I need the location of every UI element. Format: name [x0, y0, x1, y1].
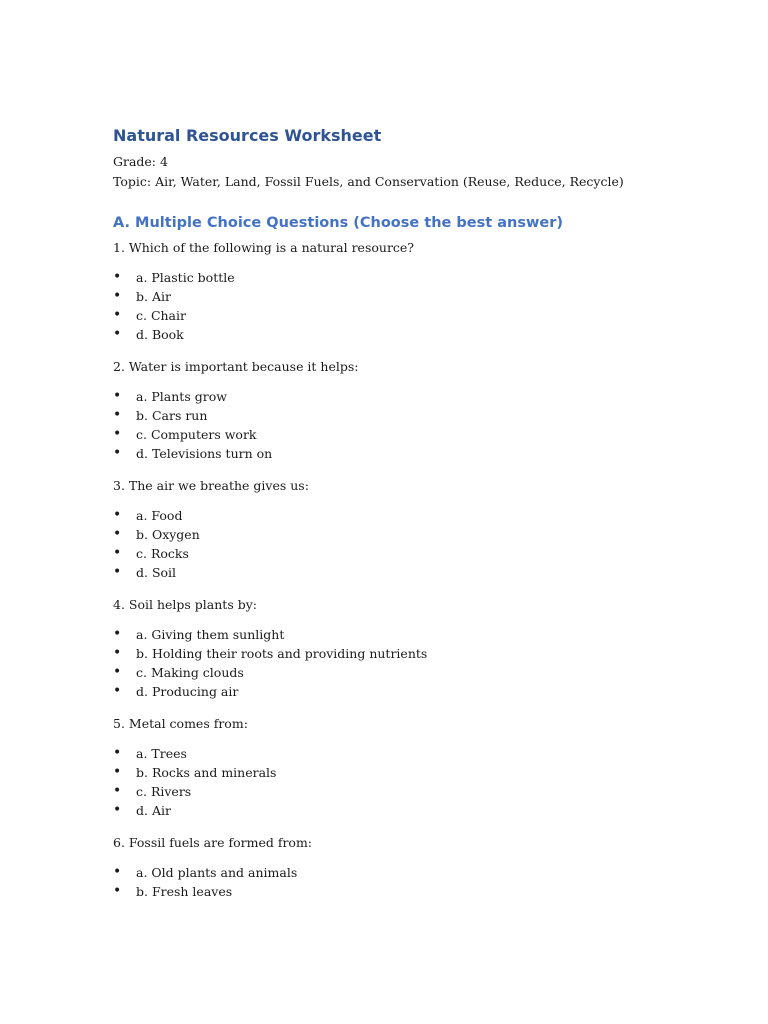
- question-1-options: [113, 268, 733, 344]
- answer-option: [113, 744, 733, 763]
- option-text: d. Producing air: [136, 684, 239, 699]
- option-text: d. Book: [136, 327, 184, 342]
- question-4-options: [113, 625, 733, 701]
- question-2: 2. Water is important because it helps:: [113, 359, 359, 374]
- answer-option: [113, 763, 733, 782]
- option-text: b. Oxygen: [136, 527, 200, 542]
- bullet-icon: •: [113, 745, 122, 761]
- option-text: b. Holding their roots and providing nutrients: [136, 646, 428, 661]
- option-text: c. Rivers: [136, 784, 192, 799]
- option-text: d. Air: [136, 803, 171, 818]
- question-3: 3. The air we breathe gives us:: [113, 478, 309, 493]
- bullet-icon: •: [113, 564, 122, 580]
- answer-option: [113, 387, 733, 406]
- option-text: c. Chair: [136, 308, 186, 323]
- bullet-icon: •: [113, 802, 122, 818]
- bullet-icon: •: [113, 507, 122, 523]
- bullet-icon: •: [113, 664, 122, 680]
- answer-option: [113, 863, 733, 882]
- bullet-icon: •: [113, 269, 122, 285]
- question-4: 4. Soil helps plants by:: [113, 597, 257, 612]
- question-6-options: [113, 863, 733, 901]
- bullet-icon: •: [113, 307, 122, 323]
- bullet-icon: •: [113, 545, 122, 561]
- question-3-options: [113, 506, 733, 582]
- question-6: 6. Fossil fuels are formed from:: [113, 835, 313, 850]
- option-text: d. Televisions turn on: [136, 446, 273, 461]
- worksheet-title: Natural Resources Worksheet: [113, 126, 382, 145]
- bullet-icon: •: [113, 864, 122, 880]
- answer-option: [113, 644, 733, 663]
- option-text: a. Plants grow: [136, 389, 227, 404]
- option-text: b. Rocks and minerals: [136, 765, 277, 780]
- answer-option: [113, 287, 733, 306]
- question-2-options: [113, 387, 733, 463]
- option-text: b. Air: [136, 289, 171, 304]
- answer-option: [113, 325, 733, 344]
- option-text: b. Cars run: [136, 408, 208, 423]
- bullet-icon: •: [113, 626, 122, 642]
- grade-line: Grade: 4: [113, 154, 168, 169]
- document-content: [113, 125, 733, 914]
- option-text: b. Fresh leaves: [136, 884, 233, 899]
- bullet-icon: •: [113, 883, 122, 899]
- option-text: d. Soil: [136, 565, 177, 580]
- answer-option: [113, 525, 733, 544]
- answer-option: [113, 506, 733, 525]
- bullet-icon: •: [113, 645, 122, 661]
- option-text: a. Trees: [136, 746, 187, 761]
- answer-option: [113, 663, 733, 682]
- option-text: a. Plastic bottle: [136, 270, 235, 285]
- answer-option: [113, 268, 733, 287]
- bullet-icon: •: [113, 445, 122, 461]
- answer-option: [113, 801, 733, 820]
- section-a-heading: A. Multiple Choice Questions (Choose the best answer): [113, 215, 563, 231]
- bullet-icon: •: [113, 783, 122, 799]
- answer-option: [113, 882, 733, 901]
- answer-option: [113, 544, 733, 563]
- question-5-options: [113, 744, 733, 820]
- bullet-icon: •: [113, 407, 122, 423]
- answer-option: [113, 563, 733, 582]
- question-1: 1. Which of the following is a natural resource?: [113, 240, 415, 255]
- bullet-icon: •: [113, 388, 122, 404]
- question-list: [113, 238, 733, 901]
- answer-option: [113, 425, 733, 444]
- answer-option: [113, 306, 733, 325]
- answer-option: [113, 782, 733, 801]
- bullet-icon: •: [113, 326, 122, 342]
- answer-option: [113, 406, 733, 425]
- bullet-icon: •: [113, 426, 122, 442]
- option-text: c. Computers work: [136, 427, 257, 442]
- answer-option: [113, 625, 733, 644]
- bullet-icon: •: [113, 288, 122, 304]
- answer-option: [113, 682, 733, 701]
- option-text: c. Rocks: [136, 546, 189, 561]
- option-text: a. Giving them sunlight: [136, 627, 285, 642]
- option-text: a. Food: [136, 508, 183, 523]
- bullet-icon: •: [113, 526, 122, 542]
- topic-line: Topic: Air, Water, Land, Fossil Fuels, and Conservation (Reuse, Reduce, Recycle): [113, 174, 624, 189]
- bullet-icon: •: [113, 764, 122, 780]
- option-text: a. Old plants and animals: [136, 865, 298, 880]
- answer-option: [113, 444, 733, 463]
- option-text: c. Making clouds: [136, 665, 244, 680]
- question-5: 5. Metal comes from:: [113, 716, 248, 731]
- bullet-icon: •: [113, 683, 122, 699]
